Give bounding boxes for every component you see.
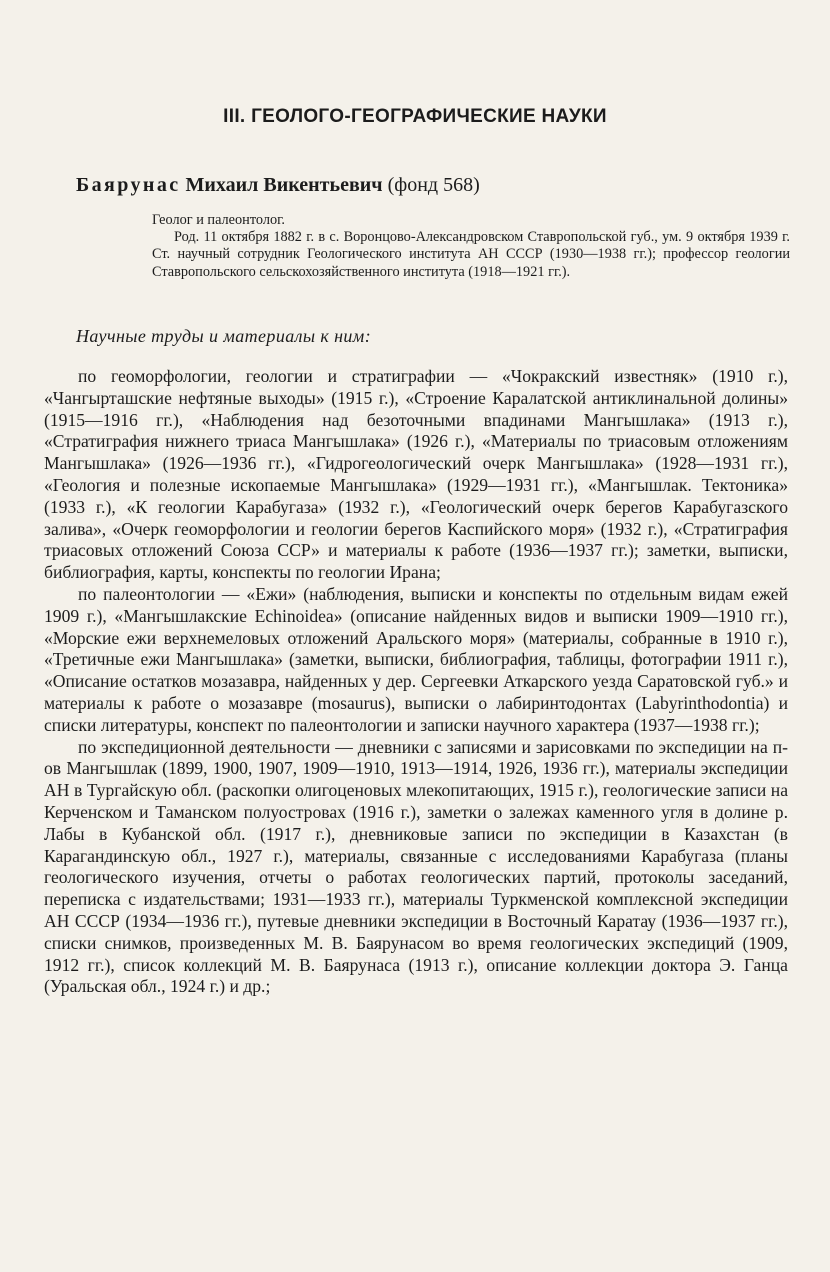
works-list [44, 366, 788, 998]
person-surname: Баярунас [76, 174, 181, 196]
fond-number: (фонд 568) [387, 174, 480, 196]
person-heading [76, 172, 796, 198]
biography-details: Род. 11 октября 1882 г. в с. Воронцово-Александровском Ставропольской губ., ум. 9 октября 1939 г. Ст. научный сотрудник Геологического института АН СССР (1930—1938 гг.); профессор геологии Ставропольского сельскохозяйственного института (1918—1921 гг.). [152, 229, 790, 280]
works-subheading: Научные труды и материалы к ним: [76, 326, 372, 346]
profession: Геолог и палеонтолог. [152, 212, 285, 228]
paragraph-paleontology: по палеонтологии — «Ежи» (наблюдения, выписки и конспекты по отдельным видам ежей 1909 г.), «Мангышлакские Echinoidea» (описание найденных видов и выписки 1909—1910 гг.), «Морские ежи верхнемеловых отложений Аральского моря» (материалы, собранные в 1910 г.), «Третичные ежи Мангышлака» (заметки, выписки, библиография, таблицы, фотографии 1911 г.), «Описание остатков мозазавра, найденных у дер. Сергеевки Аткарского уезда Саратовской губ.» и материалы к работе о мозазавре (mosaurus), выписки о лабиринтодонтах (Labyrinthodontia) и списки литературы, конспект по палеонтологии и записки научного характера (1937—1938 гг.); [44, 583, 788, 735]
paragraph-geomorphology: по геоморфологии, геологии и стратиграфии — «Чокракский известняк» (1910 г.), «Чангырташские нефтяные выходы» (1915 г.), «Строение Каралатской антиклинальной долины» (1915—1916 гг.), «Наблюдения над безоточными впадинами Мангышлака» (1913 г.), «Стратиграфия нижнего триаса Мангышлака» (1926 г.), «Материалы по триасовым отложениям Мангышлака» (1926—1936 гг.), «Гидрогеологический очерк Мангышлака» (1928—1931 гг.), «Геология и полезные ископаемые Мангышлака» (1929—1931 гг.), «Мангышлак. Тектоника» (1933 г.), «К геологии Карабугаза» (1932 г.), «Геологический очерк берегов Карабугазского залива», «Очерк геоморфологии и геологии берегов Каспийского моря» (1932 г.), «Стратиграфия триасовых отложений Союза ССР» и материалы к работе (1936—1937 гг.); заметки, выписки, библиография, карты, конспекты по геологии Ирана; [44, 366, 788, 583]
section-title: III. ГЕОЛОГО-ГЕОГРАФИЧЕСКИЕ НАУКИ [223, 106, 607, 127]
paragraph-expeditions: по экспедиционной деятельности — дневники с записями и зарисовками по экспедиции на п-ов Мангышлак (1899, 1900, 1907, 1909—1910, 1913—1914, 1926, 1936 гг.), материалы экспедиции АН в Тургайскую обл. (раскопки олигоценовых млекопитающих, 1915 г.), геологические записи на Керченском и Таманском полуостровах (1916 г.), заметки о залежах каменного угля в долине р. Лабы в Кубанской обл. (1917 г.), дневниковые записи по экспедиции в Казахстан (в Карагандинскую обл., 1927 г.), материалы, связанные с исследованиями Карабугаза (планы геологического изучения, отчеты о работах геологических партий, протоколы заседаний, переписка с издательствами; 1931—1933 гг.), материалы Туркменской комплексной экспедиции АН СССР (1934—1936 гг.), путевые дневники экспедиции в Восточный Каратау (1936—1937 гг.), списки снимков, произведенных М. В. Баярунасом во время геологических экспедиций (1909, 1912 гг.), список коллекций М. В. Баярунаса (1913 г.), описание коллекции доктора Э. Ганца (Уральская обл., 1924 г.) и др.; [44, 736, 788, 997]
person-name: Михаил Викентьевич [185, 174, 383, 196]
biography-block [152, 212, 790, 281]
